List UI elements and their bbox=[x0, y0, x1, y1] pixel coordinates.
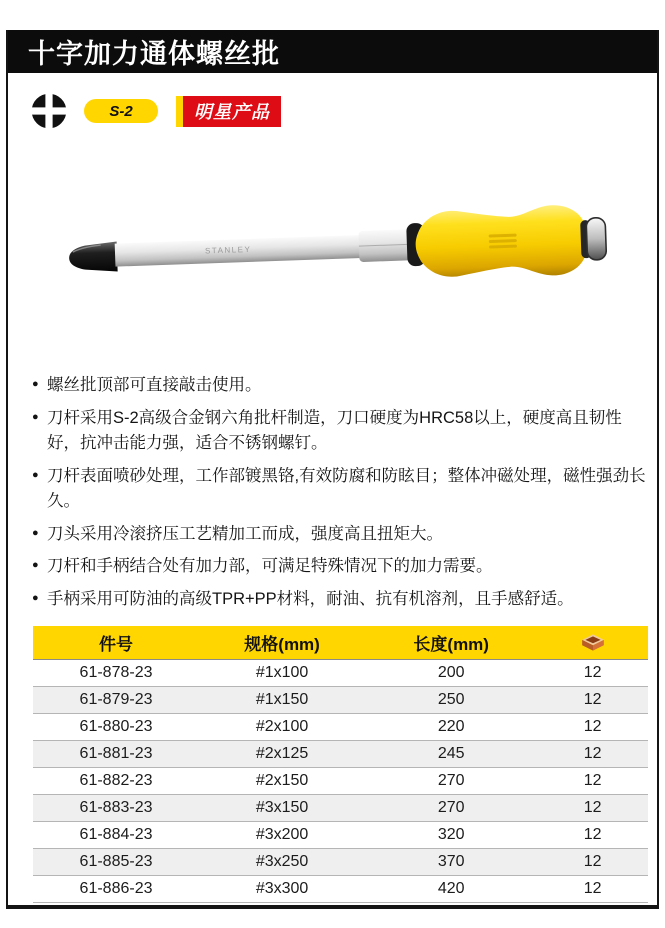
feature-text: 螺丝批顶部可直接敲击使用。 bbox=[47, 376, 262, 394]
table-cell: 61-886-23 bbox=[33, 875, 199, 902]
carton-box-icon bbox=[580, 632, 606, 652]
phillips-cross-icon bbox=[30, 92, 68, 130]
table-cell: #2x125 bbox=[199, 740, 365, 767]
shaft-brand-marking: STANLEY bbox=[204, 244, 251, 256]
star-product-label: 明星产品 bbox=[194, 102, 270, 122]
spec-table-body bbox=[33, 659, 648, 902]
table-row bbox=[33, 767, 648, 794]
feature-item bbox=[32, 522, 651, 548]
table-cell: 12 bbox=[537, 686, 648, 713]
table-row bbox=[33, 713, 648, 740]
table-row bbox=[33, 686, 648, 713]
title-bar bbox=[8, 30, 657, 73]
table-cell: 61-879-23 bbox=[33, 686, 199, 713]
table-cell: #1x150 bbox=[199, 686, 365, 713]
table-cell: 220 bbox=[365, 713, 537, 740]
table-cell: 61-882-23 bbox=[33, 767, 199, 794]
table-cell: 61-878-23 bbox=[33, 659, 199, 686]
page-title: 十字加力通体螺丝批 bbox=[28, 39, 280, 69]
table-cell: #3x250 bbox=[199, 848, 365, 875]
spec-table bbox=[33, 626, 648, 903]
table-cell: 12 bbox=[537, 740, 648, 767]
table-cell: 270 bbox=[365, 767, 537, 794]
bullet-dot: ● bbox=[32, 410, 39, 423]
bullet-dot: ● bbox=[32, 559, 39, 572]
table-cell: 12 bbox=[537, 794, 648, 821]
feature-item bbox=[32, 464, 651, 515]
table-cell: 61-884-23 bbox=[33, 821, 199, 848]
badge-yellow-stripe bbox=[176, 96, 183, 127]
table-cell: #1x100 bbox=[199, 659, 365, 686]
table-cell: #3x200 bbox=[199, 821, 365, 848]
star-product-badge bbox=[176, 96, 281, 127]
col-header-spec: 规格(mm) bbox=[199, 626, 365, 660]
table-cell: 12 bbox=[537, 713, 648, 740]
table-cell: 12 bbox=[537, 767, 648, 794]
bullet-dot: ● bbox=[32, 468, 39, 481]
table-cell: 370 bbox=[365, 848, 537, 875]
badge-row bbox=[30, 91, 657, 131]
table-cell: 420 bbox=[365, 875, 537, 902]
spec-table-header bbox=[33, 626, 648, 660]
table-cell: 61-883-23 bbox=[33, 794, 199, 821]
bullet-dot: ● bbox=[32, 591, 39, 604]
table-cell: 245 bbox=[365, 740, 537, 767]
steel-grade-label: S-2 bbox=[109, 102, 133, 120]
bullet-dot: ● bbox=[32, 378, 39, 390]
table-cell: #3x150 bbox=[199, 794, 365, 821]
table-cell: 12 bbox=[537, 821, 648, 848]
content-frame bbox=[6, 30, 659, 909]
feature-item bbox=[32, 373, 651, 399]
grip-ridges bbox=[488, 234, 516, 249]
table-cell: 61-881-23 bbox=[33, 740, 199, 767]
screwdriver-illustration bbox=[59, 182, 607, 312]
feature-item bbox=[32, 406, 651, 457]
col-header-pack-qty bbox=[537, 626, 648, 660]
table-cell: 12 bbox=[537, 848, 648, 875]
table-row bbox=[33, 821, 648, 848]
table-row bbox=[33, 794, 648, 821]
table-row bbox=[33, 740, 648, 767]
table-cell: 270 bbox=[365, 794, 537, 821]
feature-item bbox=[32, 554, 651, 580]
star-product-label-box bbox=[183, 96, 281, 127]
table-cell: 61-885-23 bbox=[33, 848, 199, 875]
bullet-dot: ● bbox=[32, 526, 39, 539]
striking-cap bbox=[586, 217, 606, 260]
table-cell: 320 bbox=[365, 821, 537, 848]
table-cell: 200 bbox=[365, 659, 537, 686]
table-cell: #2x150 bbox=[199, 767, 365, 794]
feature-text: 刀杆采用S-2高级合金钢六角批杆制造，刀口硬度为HRC58以上，硬度高且韧性好，抗冲击能力强，适合不锈钢螺钉。 bbox=[47, 408, 622, 453]
table-cell: #2x100 bbox=[199, 713, 365, 740]
table-cell: 12 bbox=[537, 659, 648, 686]
feature-text: 刀杆和手柄结合处有加力部，可满足特殊情况下的加力需要。 bbox=[47, 557, 493, 576]
feature-item bbox=[32, 587, 651, 613]
table-row bbox=[33, 659, 648, 686]
col-header-part-number: 件号 bbox=[33, 626, 199, 660]
steel-grade-badge bbox=[84, 99, 158, 123]
table-cell: 250 bbox=[365, 686, 537, 713]
feature-list bbox=[32, 373, 651, 613]
feature-text: 手柄采用可防油的高级TPR+PP材料，耐油、抗有机溶剂，且手感舒适。 bbox=[47, 589, 574, 608]
feature-text: 刀杆表面喷砂处理，工作部镀黑铬,有效防腐和防眩目；整体冲磁处理，磁性强劲长久。 bbox=[47, 466, 646, 511]
table-cell: 61-880-23 bbox=[33, 713, 199, 740]
table-row bbox=[33, 848, 648, 875]
table-cell: #3x300 bbox=[199, 875, 365, 902]
product-image bbox=[8, 141, 657, 353]
feature-text: 刀头采用冷滚挤压工艺精加工而成，强度高且扭矩大。 bbox=[47, 524, 443, 543]
col-header-length: 长度(mm) bbox=[365, 626, 537, 660]
table-row bbox=[33, 875, 648, 902]
table-cell: 12 bbox=[537, 875, 648, 902]
